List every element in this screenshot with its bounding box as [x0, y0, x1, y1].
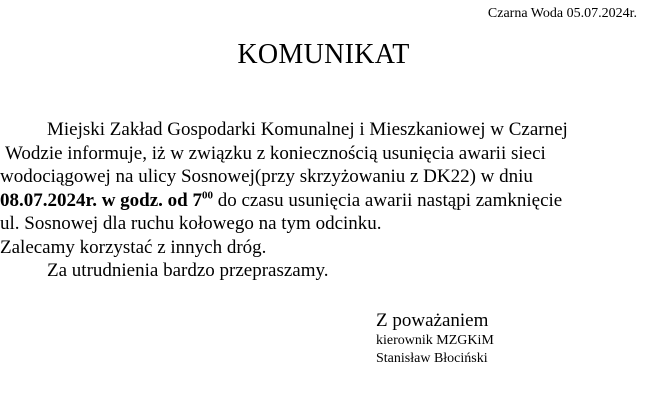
signature-role: kierownik MZGKiM	[376, 333, 494, 348]
body-line-1-text: Miejski Zakład Gospodarki Komunalnej i Mieszkaniowej w Czarnej	[47, 119, 568, 140]
document-title: KOMUNIKAT	[237, 39, 410, 70]
place-date: Czarna Woda 05.07.2024r.	[487, 6, 637, 21]
body-line-2	[0, 142, 640, 166]
signature-name: Stanisław Błociński	[376, 351, 488, 366]
closure-date-time-text: 08.07.2024r. w godz. od 7	[0, 189, 202, 211]
body-line-6: Zalecamy korzystać z innych dróg.	[0, 236, 267, 258]
signature-greeting: Z poważaniem	[376, 310, 489, 331]
signature-block	[376, 310, 494, 368]
body-line-5: ul. Sosnowej dla ruchu kołowego na tym odcinku.	[0, 213, 382, 234]
body-line-7	[0, 259, 640, 283]
closure-date-time	[0, 190, 213, 211]
body-line-4	[0, 189, 640, 213]
announcement-body	[0, 118, 640, 283]
body-line-7-text: Za utrudnienia bardzo przepraszamy.	[47, 260, 329, 281]
body-line-4-rest: do czasu usunięcia awarii nastąpi zamknięcie	[212, 189, 563, 211]
body-line-3: wodociągowej na ulicy Sosnowej(przy skrzyżowaniu z DK22) w dniu	[0, 166, 533, 187]
body-line-1	[0, 118, 640, 142]
body-line-2-text: Wodzie informuje, iż w związku z koniecznością usunięcia awarii sieci	[5, 142, 546, 164]
closure-time-minutes: 00	[201, 189, 213, 202]
